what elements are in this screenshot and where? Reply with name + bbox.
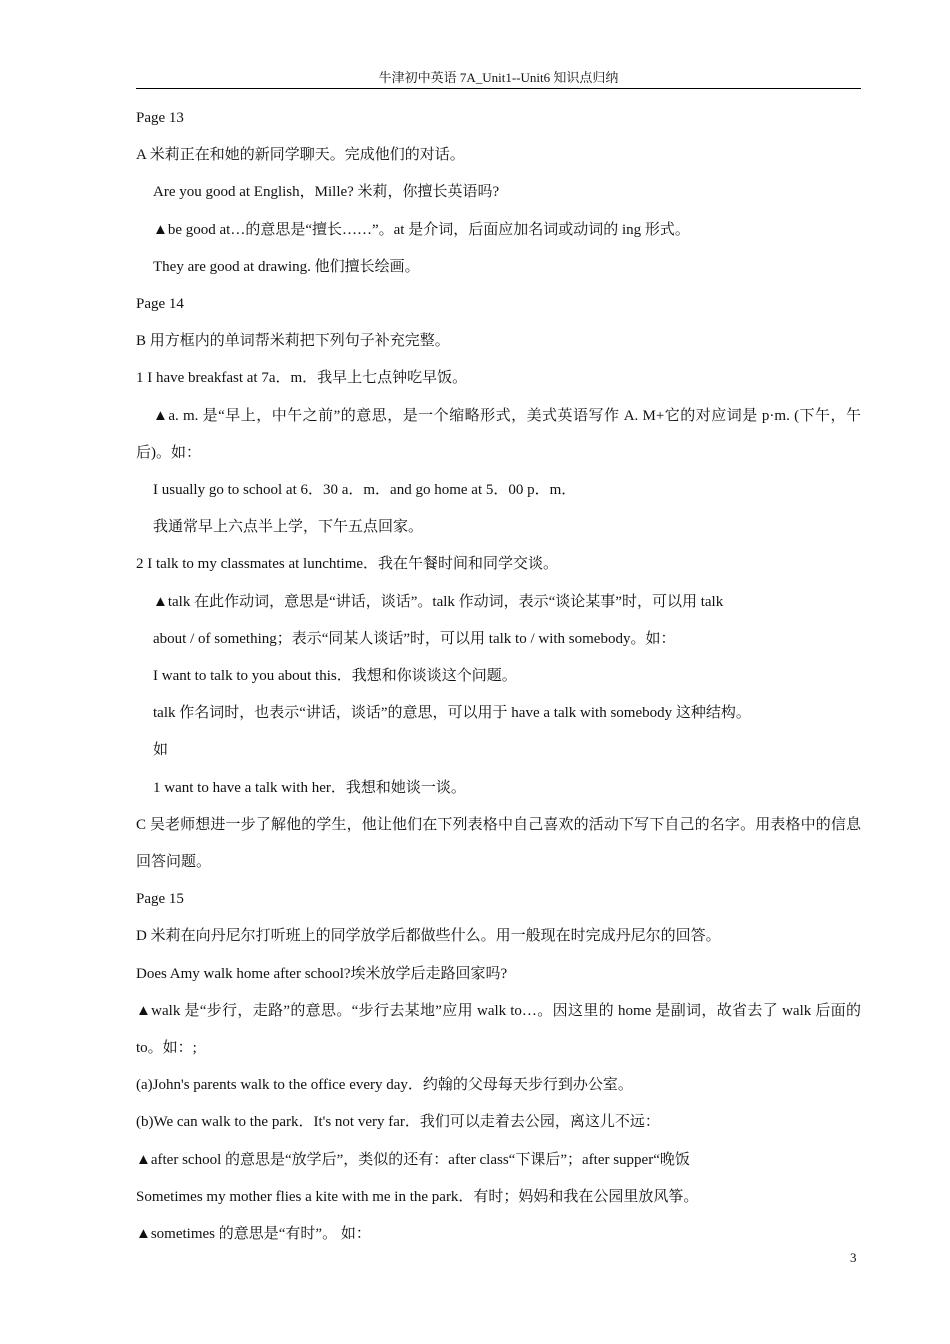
grammar-note: 如 [153,742,169,759]
example-sentence: (a)John's parents walk to the office every day．约翰的父母每天步行到办公室。 [136,1077,633,1094]
header-rule [136,88,861,89]
grammar-note: about / of something；表示“同某人谈话”时，可以用 talk to / with somebody。如： [153,630,676,647]
example-sentence: They are good at drawing. 他们擅长绘画。 [153,258,420,275]
page-label: Page 15 [136,891,184,908]
grammar-note: talk 作名词时，也表示“讲话，谈话”的意思，可以用于 have a talk with somebody 这种结构。 [153,705,751,722]
page-label: Page 13 [136,110,184,126]
section-heading: C 吴老师想进一步了解他的学生，他让他们在下列表格中自己喜欢的活动下写下自己的名字。用表格中的信息回答问题。 [136,816,861,871]
page-number: 3 [850,1250,857,1265]
translation: 我通常早上六点半上学，下午五点回家。 [153,519,424,536]
example-sentence: (b)We can walk to the park．It's not very far．我们可以走着去公园，离这儿不远： [136,1114,660,1131]
example-sentence: I want to talk to you about this．我想和你谈谈这个问题。 [153,668,517,685]
document-header: 牛津初中英语 7A_Unit1--Unit6 知识点归纳 [378,70,619,85]
grammar-note: ▲sometimes 的意思是“有时”。 如： [136,1226,371,1243]
grammar-note: ▲after school 的意思是“放学后”，类似的还有：after class“下课后”；after supper“晚饭 [136,1151,690,1168]
example-sentence: 1 want to have a talk with her．我想和她谈一谈。 [153,779,466,796]
grammar-note: ▲be good at…的意思是“擅长……”。at 是介词，后面应加名词或动词的 ing 形式。 [153,221,690,238]
grammar-note: ▲a. m. 是“早上，中午之前”的意思，是一个缩略形式，美式英语写作 A. M+它的对应词是 p·m. (下午，午后)。如： [136,407,861,461]
section-heading: B 用方框内的单词帮米莉把下列句子补充完整。 [136,333,450,350]
section-heading: A 米莉正在和她的新同学聊天。完成他们的对话。 [136,147,465,164]
grammar-note: ▲talk 在此作动词，意思是“讲话，谈话”。talk 作动词，表示“谈论某事”时，可以用 talk [153,593,724,610]
example-sentence: I usually go to school at 6．30 a．m．and go home at 5．00 p．m． [153,482,577,499]
grammar-note: ▲walk 是“步行，走路”的意思。“步行去某地”应用 walk to…。因这里的 home 是副词，故省去了 walk 后面的 to。如：; [136,1002,861,1057]
example-sentence: Does Amy walk home after school?埃米放学后走路回家吗? [136,965,508,982]
page-label: Page 14 [136,296,184,313]
section-heading: D 米莉在向丹尼尔打听班上的同学放学后都做些什么。用一般现在时完成丹尼尔的回答。 [136,928,721,945]
example-sentence: 2 I talk to my classmates at lunchtime．我在午餐时间和同学交谈。 [136,556,559,573]
document-body [136,100,861,1253]
example-sentence: Sometimes my mother flies a kite with me in the park．有时；妈妈和我在公园里放风筝。 [136,1188,699,1205]
example-sentence: 1 I have breakfast at 7a．m．我早上七点钟吃早饭。 [136,370,468,387]
example-sentence: Are you good at English，Mille? 米莉，你擅长英语吗? [153,184,500,201]
